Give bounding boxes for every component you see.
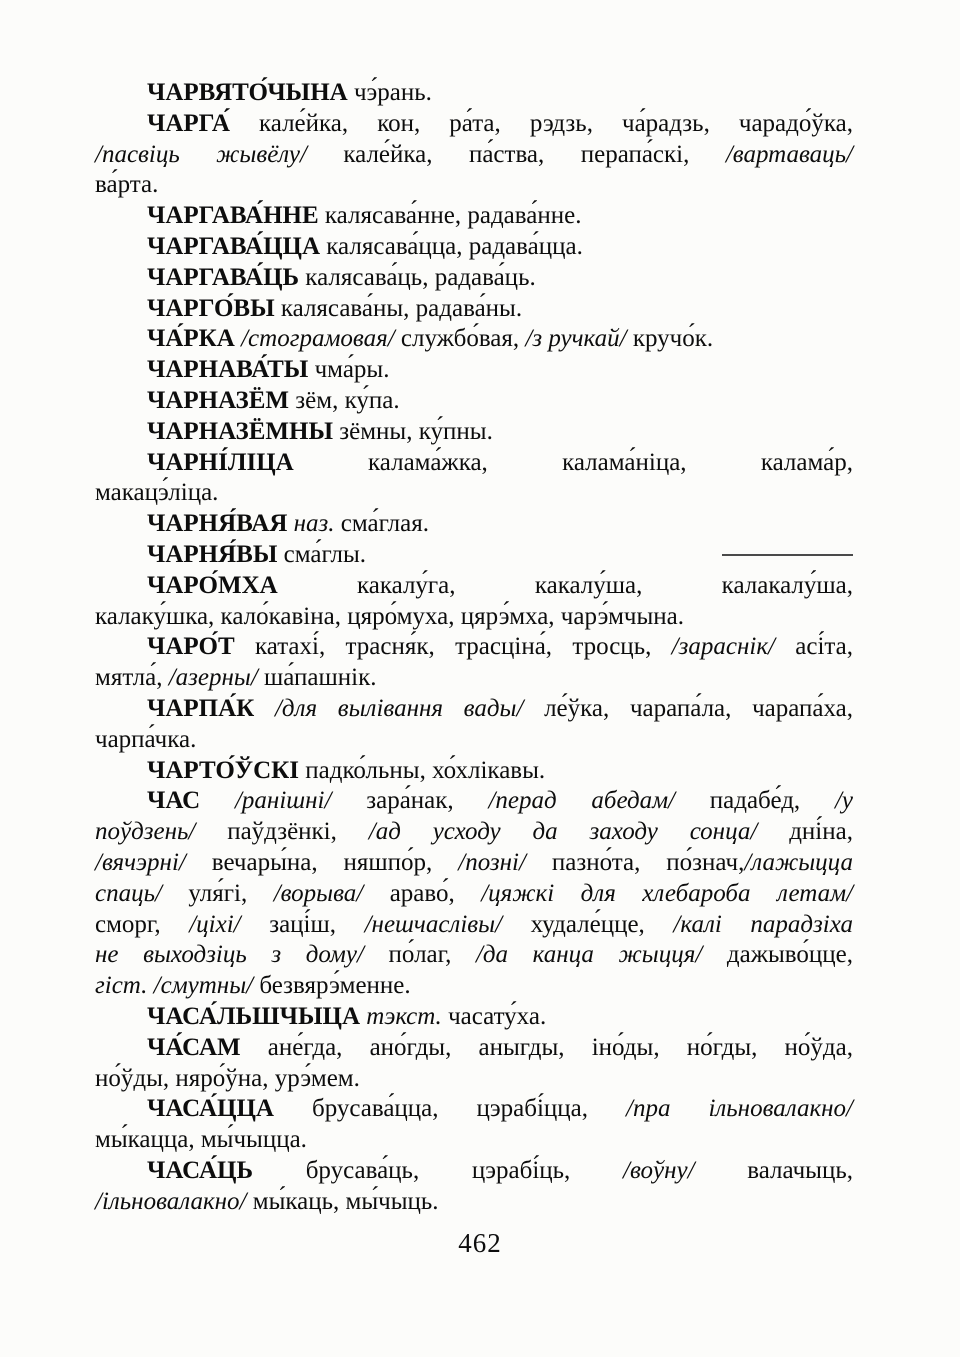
headword: ЧАРГАВА́ЦЬ	[147, 263, 306, 291]
headword: ЧАРПА́К	[147, 694, 275, 722]
usage-note: поўдзень/	[95, 818, 228, 846]
synonym-text: вечары́на, няшпо́р,	[211, 848, 459, 876]
text-line	[95, 232, 853, 263]
text-line	[95, 940, 853, 971]
synonym-text: зёмны, ку́пны.	[339, 417, 493, 445]
synonym-text: безвярэ́менне.	[259, 972, 411, 1000]
synonym-text: мы́кацца, мы́чыцца.	[95, 1126, 307, 1154]
synonym-text: калаку́шка, кало́кавіна, цяро́муха, цярэ́мха, чарэ́мчына.	[95, 602, 685, 630]
synonym-text: уля́гі,	[188, 879, 274, 907]
synonym-text: калясава́ны, радава́ны.	[280, 294, 523, 322]
synonym-text: падабе́д,	[709, 787, 835, 815]
synonym-text: дні́на,	[789, 818, 853, 846]
synonym-text: худале́цце,	[530, 910, 674, 938]
usage-note: /позні/	[458, 848, 552, 876]
synonym-text: катахі́, трасня́к, трасціна́, тросць,	[254, 633, 672, 661]
usage-note: /ад усходу да заходу сонца/	[368, 818, 790, 846]
text-line	[95, 1094, 853, 1125]
usage-note: гіст. /смутны/	[95, 972, 260, 1000]
text-line	[95, 971, 853, 1002]
text-line	[95, 879, 853, 910]
headword: ЧАСА́ЦЬ	[147, 1156, 306, 1184]
text-line	[95, 1064, 853, 1095]
text-line	[95, 1156, 853, 1187]
usage-note: /азерны/	[168, 664, 265, 692]
headword: ЧАРНЯ́ВАЯ	[147, 510, 294, 538]
page-number: 462	[458, 1228, 502, 1258]
synonym-text: брусава́ць, цэрабі́ць,	[305, 1156, 624, 1184]
synonym-text: калясава́цца, радава́цца.	[326, 232, 583, 260]
synonym-text: калясава́нне, радава́нне.	[324, 202, 582, 230]
text-line	[95, 817, 853, 848]
usage-note: /з ручкай/	[525, 325, 633, 353]
synonym-text: калама́жка, калама́ніца, калама́р,	[368, 448, 853, 476]
usage-note: тэкст.	[366, 1002, 449, 1030]
headword: ЧАС	[147, 787, 235, 815]
synonym-text: ане́гда, ано́гды, аныгды, іно́ды, но́гды, но́ўда,	[267, 1033, 853, 1061]
synonym-text: по́лаг,	[388, 941, 476, 969]
usage-note: спаць/	[95, 879, 189, 907]
text-line	[95, 571, 853, 602]
usage-note: /ранішні/	[234, 787, 367, 815]
text-line	[95, 417, 853, 448]
synonym-text: араво́,	[389, 879, 482, 907]
text-line	[95, 509, 853, 540]
text-line	[95, 1125, 853, 1156]
synonym-text: сма́глы.	[283, 540, 367, 568]
text-line	[95, 448, 853, 479]
synonym-text: какалу́га, какалу́ша, калакалу́ша,	[357, 571, 853, 599]
text-line	[95, 201, 853, 232]
synonym-text: калясава́ць, радава́ць.	[305, 263, 536, 291]
usage-note: /зараснік/	[671, 633, 796, 661]
headword: ЧАРГА́	[147, 109, 259, 137]
headword: ЧАРНАВА́ТЫ	[147, 356, 315, 384]
usage-note: /стограмовая/	[241, 325, 401, 353]
usage-note: /у	[834, 787, 853, 815]
usage-note: /для вылівання вады/	[274, 694, 545, 722]
synonym-text: мятла́,	[95, 664, 169, 692]
synonym-text: пазно́та, по́знач,	[551, 848, 745, 876]
usage-note: /ціхі/	[189, 910, 270, 938]
usage-note: /воўну/	[623, 1156, 748, 1184]
synonym-text: кале́йка, кон, ра́та, рэдзь, ча́радзь, чарадо́ўка,	[258, 109, 853, 137]
synonym-text: но́ўды, няро́ўна, урэ́мем.	[95, 1064, 360, 1092]
synonym-text: асі́та,	[795, 633, 853, 661]
usage-note: /ворыва/	[273, 879, 390, 907]
usage-note: /ільновалакно/	[95, 1187, 253, 1215]
usage-note: не выходзіць з дому/	[95, 941, 389, 969]
synonym-text: зара́нак,	[366, 787, 489, 815]
headword: ЧАРНАЗЁМ	[147, 386, 296, 414]
headword: ЧАРГАВА́ЦЦА	[147, 232, 327, 260]
usage-note: /перад абедам/	[488, 787, 710, 815]
usage-note: /да канца жыцця/	[475, 941, 727, 969]
synonym-text: сма́глая.	[340, 510, 429, 538]
text-line	[95, 109, 853, 140]
usage-note: /нешчаслівы/	[364, 910, 531, 938]
synonym-text: чэ́рань.	[353, 79, 432, 106]
headword: ЧАРГО́ВЫ	[147, 294, 281, 322]
synonym-text: ша́пашнік.	[264, 664, 377, 692]
text-line	[95, 386, 853, 417]
synonym-text: мы́каць, мы́чыць.	[252, 1187, 439, 1215]
synonym-text: валачыць,	[747, 1156, 853, 1184]
headword: ЧАСА́ЦЦА	[147, 1095, 312, 1123]
synonym-text: сморг,	[95, 910, 190, 938]
text-line	[95, 602, 853, 633]
synonym-text: паўдзёнкі,	[227, 818, 369, 846]
synonym-text: чарпа́чка.	[95, 725, 197, 753]
text-line	[95, 1002, 853, 1033]
divider-rule	[722, 554, 853, 556]
text-line	[95, 355, 853, 386]
synonym-text: макацэ́ліца.	[95, 479, 219, 507]
text-line	[95, 848, 853, 879]
usage-note: /вартаваць/	[725, 140, 853, 168]
synonym-text: чма́ры.	[314, 356, 390, 384]
headword: ЧАРНЯ́ВЫ	[147, 540, 284, 568]
synonym-text: ва́рта.	[95, 171, 159, 199]
text-line	[95, 1033, 853, 1064]
text-line	[95, 694, 853, 725]
headword: ЧА́САМ	[147, 1033, 268, 1061]
synonym-text: брусава́цца, цэрабі́цца,	[311, 1095, 626, 1123]
headword: ЧАРНАЗЁМНЫ	[147, 417, 340, 445]
usage-note: /цяжкі для хлебароба летам/	[481, 879, 854, 907]
text-line	[95, 725, 853, 756]
usage-note: /вячэрні/	[95, 848, 212, 876]
headword: ЧА́РКА	[147, 325, 242, 353]
text-line	[95, 294, 853, 325]
synonym-text: ле́ўка, чарапа́ла, чарапа́ха,	[544, 694, 853, 722]
synonym-text: кале́йка, па́ства, перапа́скі,	[343, 140, 726, 168]
text-line	[95, 632, 853, 663]
synonym-text: падко́льны, хо́хлікавы.	[305, 756, 546, 784]
text-line	[95, 170, 853, 201]
text-line	[95, 78, 853, 109]
headword: ЧАСА́ЛЬШЧЫЦА	[147, 1002, 367, 1030]
usage-note: /калі парадзіха	[673, 910, 853, 938]
headword: ЧАРТО́ЎСКІ	[147, 756, 306, 784]
synonym-text: часату́ха.	[448, 1002, 547, 1030]
headword: ЧАРГАВА́ННЕ	[147, 202, 325, 230]
synonym-text: службо́вая,	[400, 325, 526, 353]
usage-note: /пра ільновалакно/	[626, 1095, 853, 1123]
text-line	[95, 263, 853, 294]
headword: ЧАРО́Т	[147, 633, 255, 661]
usage-note: наз.	[293, 510, 341, 538]
text-line	[95, 756, 853, 787]
synonym-text: зём, ку́па.	[295, 386, 400, 414]
text-line	[95, 910, 853, 941]
headword: ЧАРВЯТО́ЧЫНА	[147, 79, 354, 106]
usage-note: /пасвіць жывёлу/	[95, 140, 344, 168]
text-line	[95, 786, 853, 817]
text-line	[95, 324, 853, 355]
synonym-text: кручо́к.	[632, 325, 714, 353]
headword: ЧАРО́МХА	[147, 571, 357, 599]
text-line	[95, 540, 853, 571]
text-line	[95, 140, 853, 171]
page-text	[95, 78, 853, 1217]
synonym-text: дажыво́цце,	[726, 941, 854, 969]
text-line	[95, 663, 853, 694]
headword: ЧАРНІ́ЛІЦА	[147, 448, 369, 476]
synonym-text: заці́ш,	[269, 910, 365, 938]
text-line	[95, 1187, 853, 1218]
usage-note: /лажыцца	[744, 848, 853, 876]
text-line	[95, 478, 853, 509]
